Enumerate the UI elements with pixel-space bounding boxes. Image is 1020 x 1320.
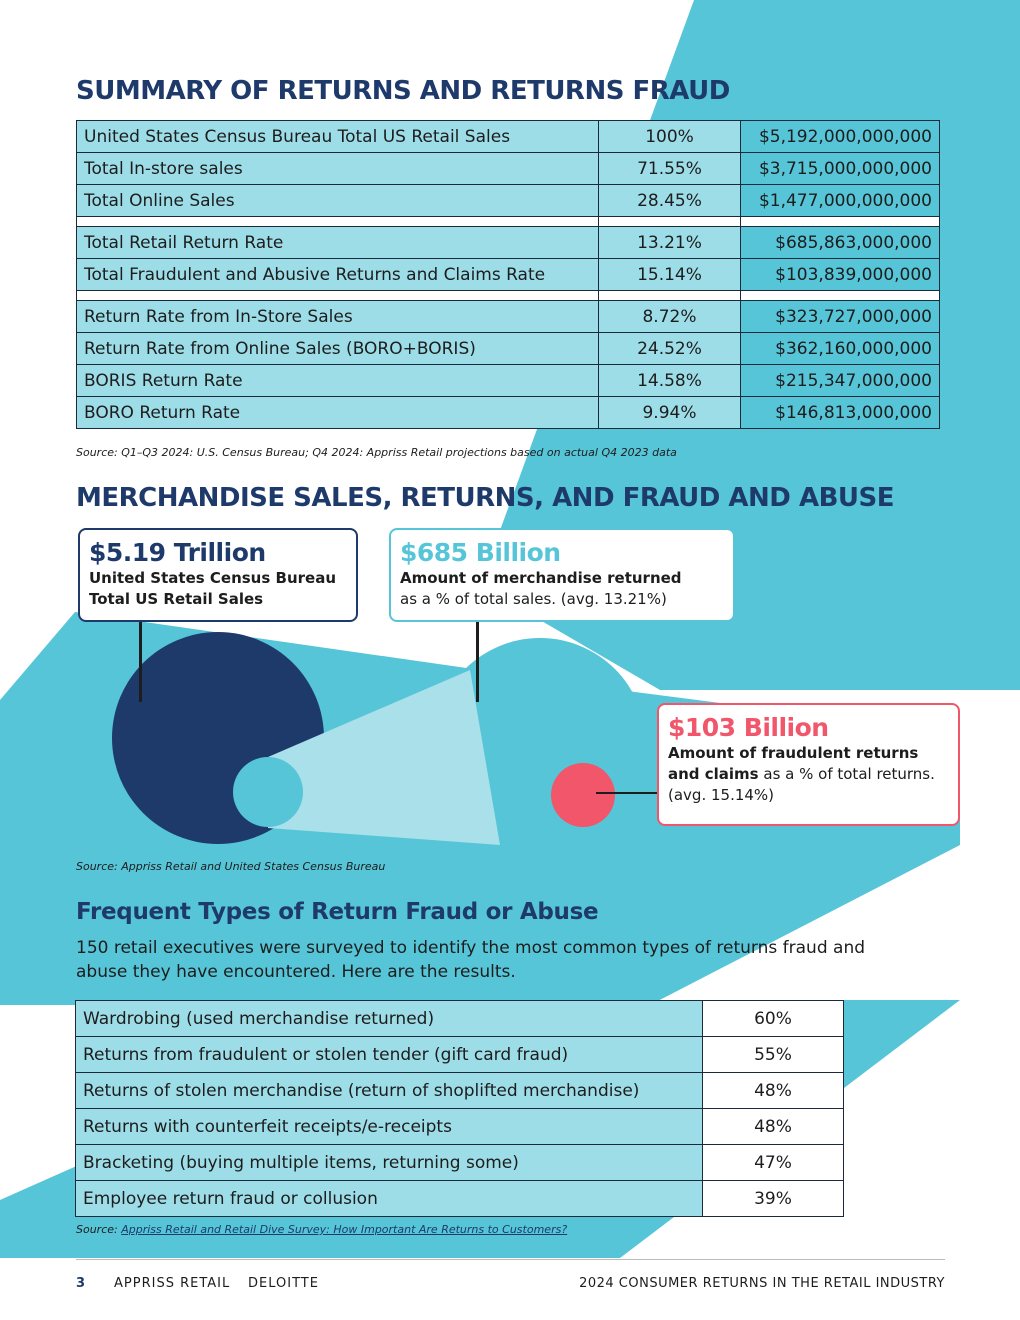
summary-source: Source: Q1–Q3 2024: U.S. Census Bureau; Q4 2024: Appriss Retail projections based on actual Q4 2023 data — [76, 446, 677, 459]
separator-cell — [741, 217, 940, 227]
frequent-intro: 150 retail executives were surveyed to identify the most common types of returns fraud and abuse they have encountered. Here are the results. — [76, 938, 866, 982]
row-amount: $323,727,000,000 — [741, 301, 940, 333]
frequent-row — [76, 1145, 844, 1181]
row-percent: 100% — [599, 121, 741, 153]
footer-org-appriss: APPRISS RETAIL — [114, 1276, 231, 1291]
row-percent: 28.45% — [599, 185, 741, 217]
row-label: BORIS Return Rate — [77, 365, 599, 397]
summary-row — [77, 365, 940, 397]
row-amount: $1,477,000,000,000 — [741, 185, 940, 217]
row-percent: 9.94% — [599, 397, 741, 429]
sales-callout — [78, 528, 358, 622]
row-percent: 8.72% — [599, 301, 741, 333]
separator-cell — [741, 291, 940, 301]
merch-title: MERCHANDISE SALES, RETURNS, AND FRAUD AND ABUSE — [76, 483, 894, 513]
table-separator — [77, 291, 940, 301]
row-label: Total Retail Return Rate — [77, 227, 599, 259]
fraud-type-percent: 60% — [703, 1001, 844, 1037]
fraud-type-percent: 55% — [703, 1037, 844, 1073]
frequent-row — [76, 1181, 844, 1217]
returns-description: as a % of total sales. (avg. 13.21%) — [400, 590, 667, 608]
table-separator — [77, 217, 940, 227]
row-label: Total Fraudulent and Abusive Returns and Claims Rate — [77, 259, 599, 291]
fraud-type-label: Wardrobing (used merchandise returned) — [76, 1001, 703, 1037]
fraud-type-percent: 48% — [703, 1073, 844, 1109]
summary-row — [77, 185, 940, 217]
fraud-type-label: Returns from fraudulent or stolen tender (gift card fraud) — [76, 1037, 703, 1073]
frequent-row — [76, 1037, 844, 1073]
frequent-row — [76, 1073, 844, 1109]
summary-title: SUMMARY OF RETURNS AND RETURNS FRAUD — [76, 76, 730, 106]
footer-org-deloitte: DELOITTE — [248, 1276, 319, 1291]
summary-row — [77, 227, 940, 259]
frequent-row — [76, 1001, 844, 1037]
row-label: Return Rate from In-Store Sales — [77, 301, 599, 333]
fraud-type-percent: 47% — [703, 1145, 844, 1181]
small-returns-circle — [233, 757, 303, 827]
sales-connector — [139, 622, 142, 702]
row-label: Total Online Sales — [77, 185, 599, 217]
frequent-row — [76, 1109, 844, 1145]
fraud-type-label: Bracketing (buying multiple items, returning some) — [76, 1145, 703, 1181]
separator-cell — [599, 217, 741, 227]
summary-row — [77, 153, 940, 185]
row-amount: $215,347,000,000 — [741, 365, 940, 397]
row-percent: 15.14% — [599, 259, 741, 291]
row-percent: 24.52% — [599, 333, 741, 365]
row-label: BORO Return Rate — [77, 397, 599, 429]
summary-row — [77, 301, 940, 333]
fraud-circle — [551, 763, 615, 827]
row-amount: $362,160,000,000 — [741, 333, 940, 365]
frequent-source-prefix: Source: — [76, 1223, 122, 1236]
frequent-source-link[interactable]: Appriss Retail and Retail Dive Survey: How Important Are Returns to Customers? — [121, 1223, 568, 1236]
row-label: Return Rate from Online Sales (BORO+BORIS) — [77, 333, 599, 365]
fraud-value: $103 Billion — [668, 713, 829, 742]
separator-cell — [77, 217, 599, 227]
fraud-type-percent: 39% — [703, 1181, 844, 1217]
frequent-source — [76, 1223, 567, 1236]
row-amount: $5,192,000,000,000 — [741, 121, 940, 153]
summary-row — [77, 259, 940, 291]
row-label: Total In-store sales — [77, 153, 599, 185]
row-amount: $685,863,000,000 — [741, 227, 940, 259]
fraud-type-label: Employee return fraud or collusion — [76, 1181, 703, 1217]
summary-row — [77, 333, 940, 365]
fraud-description: as a % of total returns. (avg. 15.14%) — [668, 765, 935, 804]
fraud-type-label: Returns with counterfeit receipts/e-receipts — [76, 1109, 703, 1145]
sales-value: $5.19 Trillion — [89, 538, 266, 567]
merch-source: Source: Appriss Retail and United States Census Bureau — [76, 860, 386, 873]
fraud-type-percent: 48% — [703, 1109, 844, 1145]
returns-value: $685 Billion — [400, 538, 561, 567]
fraud-description-bold: Amount of fraudulent returns and claims — [668, 744, 919, 783]
separator-cell — [599, 291, 741, 301]
row-percent: 13.21% — [599, 227, 741, 259]
row-amount: $103,839,000,000 — [741, 259, 940, 291]
frequent-title: Frequent Types of Return Fraud or Abuse — [76, 899, 599, 925]
separator-cell — [77, 291, 599, 301]
page-number: 3 — [76, 1276, 87, 1291]
fraud-callout — [657, 703, 960, 826]
fraud-type-label: Returns of stolen merchandise (return of shoplifted merchandise) — [76, 1073, 703, 1109]
row-amount: $3,715,000,000,000 — [741, 153, 940, 185]
row-percent: 71.55% — [599, 153, 741, 185]
summary-table — [76, 120, 940, 429]
sales-description: United States Census Bureau Total US Retail Sales — [89, 569, 336, 608]
returns-connector — [476, 622, 479, 702]
row-label: United States Census Bureau Total US Retail Sales — [77, 121, 599, 153]
summary-row — [77, 397, 940, 429]
returns-description-bold: Amount of merchandise returned — [400, 569, 682, 587]
summary-row — [77, 121, 940, 153]
frequent-table — [75, 1000, 844, 1217]
footer-divider — [76, 1259, 945, 1260]
row-percent: 14.58% — [599, 365, 741, 397]
footer-doc-title: 2024 CONSUMER RETURNS IN THE RETAIL INDUSTRY — [579, 1276, 945, 1291]
returns-callout — [389, 528, 735, 622]
row-amount: $146,813,000,000 — [741, 397, 940, 429]
